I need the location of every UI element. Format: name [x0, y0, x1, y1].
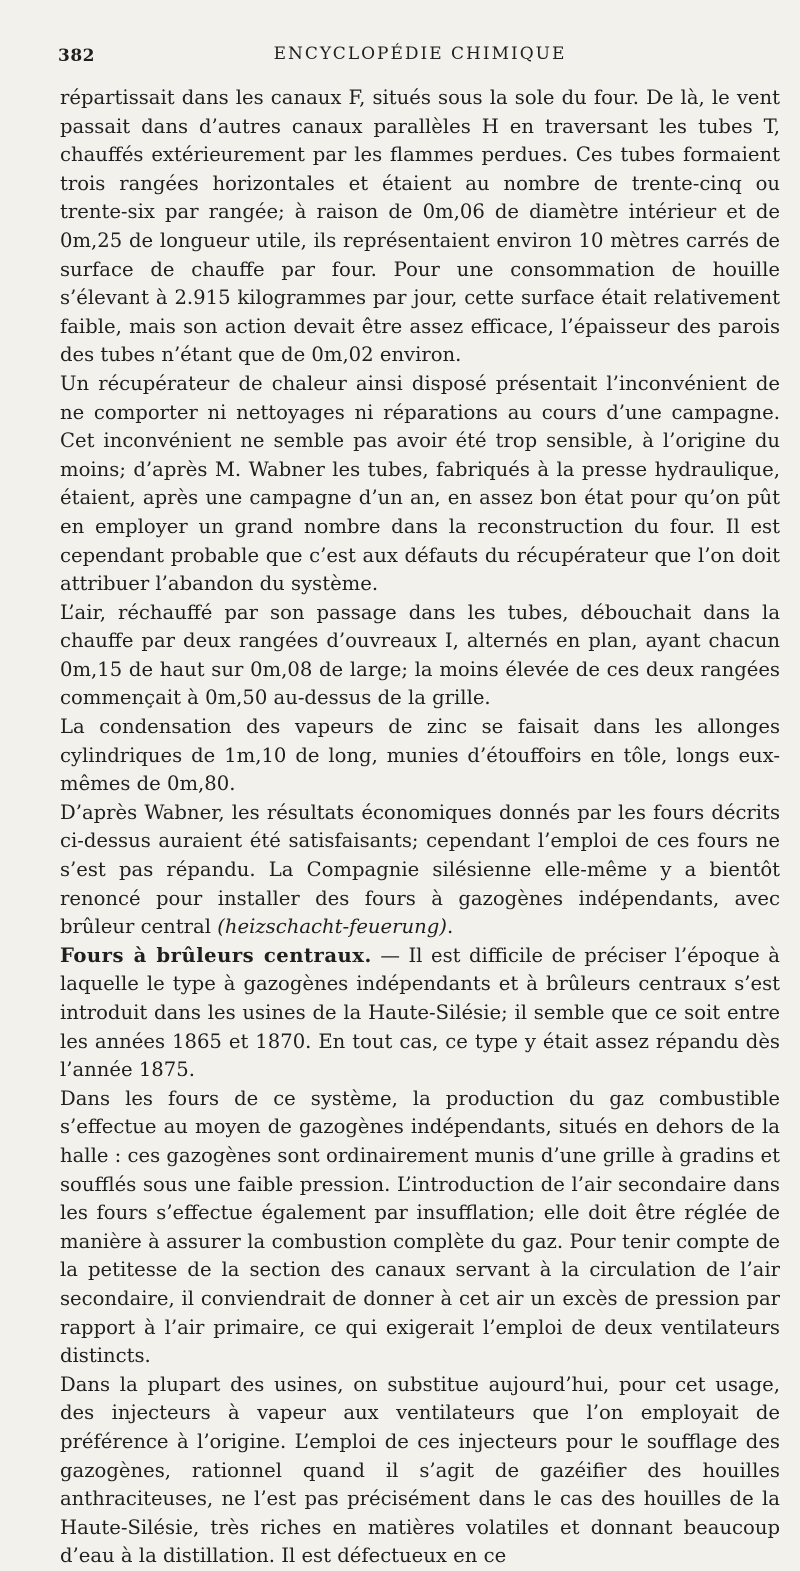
paragraph: Dans les fours de ce système, la production du gaz combustible s’effectue au moyen de gazogènes indépendants, situés en dehors de la halle : ces gazogènes sont ordinairement munis d’une grille à gradins et soufflés sous une faible pression. L’introduction de l’air secondaire dans les fours s’effectue également par insufflation; elle doit être réglée de manière à assurer la combustion complète du gaz. Pour tenir compte de la petitesse de la section des canaux servant à la circulation de l’air secondaire, il conviendrait de donner à cet air un excès de pression par rapport à l’air primaire, ce qui exigerait l’emploi de deux ventilateurs distincts.	[60, 1086, 780, 1368]
paragraph: Dans la plupart des usines, on substitue aujourd’hui, pour cet usage, des injecteurs à vapeur aux ventilateurs que l’on employait de préférence à l’origine. L’emploi de ces injecteurs pour le soufflage des gazogènes, rationnel quand il s’agit de gazéifier des houilles anthraciteuses, ne l’est pas précisément dans le cas des houilles de la Haute-Silésie, très riches en matières volatiles et donnant beaucoup d’eau à la distillation. Il est défectueux en ce	[60, 1372, 780, 1568]
section-heading: Fours à brûleurs centraux.	[60, 943, 372, 967]
page-header	[60, 44, 780, 74]
paragraph-text: — Il est difficile de préciser l’époque à laquelle le type à gazogènes indépendants et à brûleurs centraux s’est introduit dans les usines de la Haute-Silésie; il semble que ce soit entre les années 1865 et 1870. En tout cas, ce type y était assez répandu dès l’année 1875.	[60, 943, 780, 1082]
paragraph-continued: répartissait dans les canaux F, situés sous la sole du four. De là, le vent passait dans d’autres canaux parallèles H en traversant les tubes T, chauffés extérieurement par les flammes perdues. Ces tubes formaient trois rangées horizontales et étaient au nombre de trente-cinq ou trente-six par rangée; à raison de 0m,06 de diamètre intérieur et de 0m,25 de longueur utile, ils représentaient environ 10 mètres carrés de surface de chauffe par four. Pour une consommation de houille s’élevant à 2.915 kilogrammes par jour, cette surface était relativement faible, mais son action devait être assez efficace, l’épaisseur des parois des tubes n’étant que de 0m,02 environ.	[60, 86, 780, 367]
italic-term: (heizschacht-feuerung)	[217, 915, 447, 939]
page-number: 382	[58, 46, 95, 66]
paragraph-tail: .	[446, 915, 454, 939]
running-title: ENCYCLOPÉDIE CHIMIQUE	[273, 44, 567, 64]
paragraph: La condensation des vapeurs de zinc se faisait dans les allonges cylindriques de 1m,10 de long, munies d’étouffoirs en tôle, longs eux-mêmes de 0m,80.	[60, 715, 780, 796]
paragraph: L’air, réchauffé par son passage dans les tubes, débouchait dans la chauffe par deux rangées d’ouvreaux I, alternés en plan, ayant chacun 0m,15 de haut sur 0m,08 de large; la moins élevée de ces deux rangées commençait à 0m,50 au-dessus de la grille.	[60, 600, 780, 710]
paragraph	[60, 799, 780, 942]
paragraph-text: D’après Wabner, les résultats économiques donnés par les fours décrits ci-dessus auraient été satisfaisants; cependant l’emploi de ces fours ne s’est pas répandu. La Compagnie silésienne elle-même y a bientôt renoncé pour installer des fours à gazogènes indépendants, avec brûleur central	[60, 800, 780, 939]
body-text	[60, 84, 780, 1571]
paragraph-with-heading	[60, 942, 780, 1085]
paragraph: Un récupérateur de chaleur ainsi disposé présentait l’inconvénient de ne comporter ni nettoyages ni réparations au cours d’une campagne. Cet inconvénient ne semble pas avoir été trop sensible, à l’origine du moins; d’après M. Wabner les tubes, fabriqués à la presse hydraulique, étaient, après une campagne d’un an, en assez bon état pour qu’on pût en employer un grand nombre dans la reconstruction du four. Il est cependant probable que c’est aux défauts du récupérateur que l’on doit attribuer l’abandon du système.	[60, 371, 780, 596]
